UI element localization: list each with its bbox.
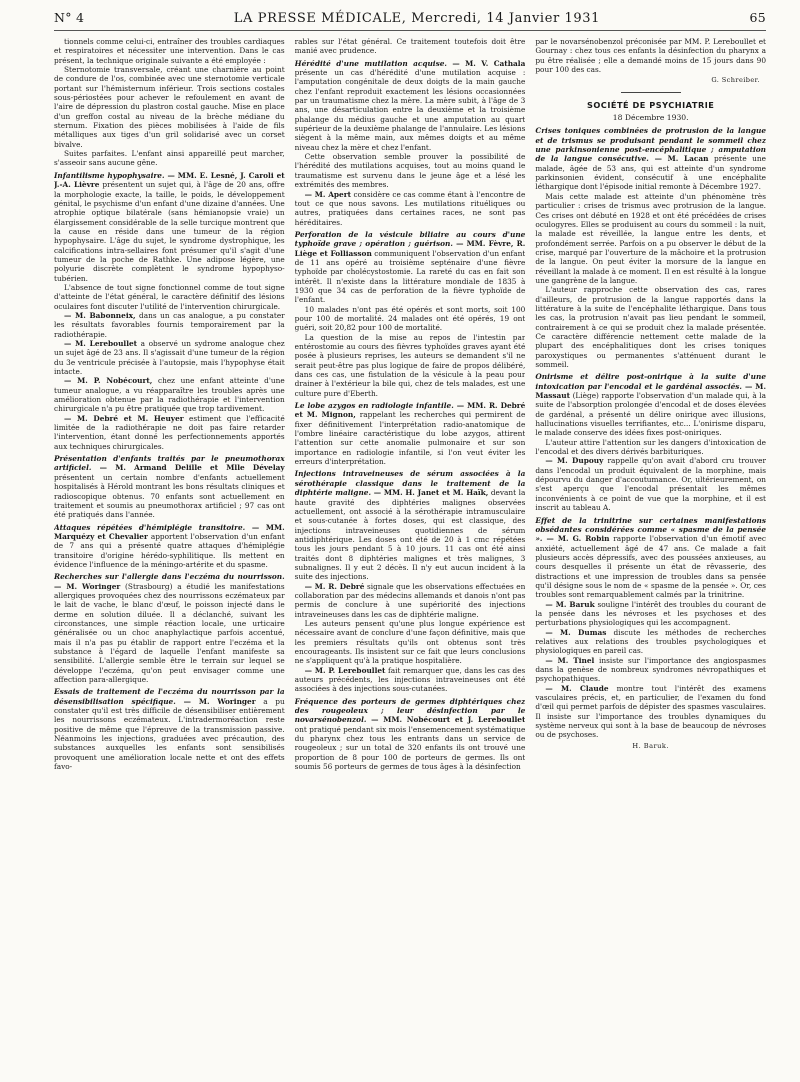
article-entry [295, 697, 526, 772]
article-title: Injections intraveineuses de sérum associées à la sérothérapie classique dans le traitement de la diphtérie maligne. [294, 469, 526, 498]
issue-number: N° 4 [54, 10, 85, 25]
article-authors: — M. V. Cathala [446, 58, 526, 68]
discussion [54, 339, 285, 376]
article-entry [295, 230, 526, 305]
article-authors: — M. Massaut [535, 381, 766, 401]
article-text: présentent un sujet qui, à l'âge de 20 ans, offre la morphologie exacte, la taille, le poids, le développement génital, le psychisme d'un enfant d'une dizaine d'années. Une atrophie optique bilatérale (sans hémianopsie vraie) un élargissement considérable de la selle turcique montrent que la cause en réside dans une tumeur de la région hypophysaire. L'âge du sujet, le syndrome dystrophique, les calcifications intra-sellaires font présumer qu'il s'agit d'une tumeur de la poche de Rathke. Une adipose légère, une polyurie discrète complètent le syndrome hypophyso-tubérien. [54, 180, 285, 283]
article-title: Effet de la trinitrine sur certaines manifestations obsédantes considérées comme « spasme de la pensée ». [535, 515, 767, 544]
article-text: présente une malade, âgée de 53 ans, qui est atteinte d'un syndrome parkinsonien évident, consécutif à une encéphalite léthargique dont l'épisode initial remonte à Décembre 1927. [535, 154, 767, 192]
article-entry [535, 126, 766, 191]
discussion-text: chez une enfant atteinte d'une tumeur analogue, a vu réapparaître les troubles après une amélioration obtenue par la radiothérapie et l'intervention chirurgicale n'a pu être pratiquée que trop tardivement. [54, 376, 285, 414]
paragraph: rables sur l'état général. Ce traitement toutefois doit être manié avec prudence. [294, 37, 526, 56]
paragraph: Mais cette malade est atteinte d'un phénomène très particulier : crises de trismus avec protrusion de la langue. Ces crises ont débuté en 1928 et ont été précédées de crises oculogyres. Elles se produisent au cours du sommeil : la nuit, la malade est réveillée, la langue entre les dents, et profondément serrée. Parfois on a pu observer le début de la crise, marqué par l'ouverture de la mâchoire et la protrusion de la langue. On peut éviter la morsure de la langue en réveillant la malade à ce moment. Il en est résulté à la longue une gangrène de la langue. [535, 191, 767, 285]
page-number: 65 [749, 10, 766, 25]
speaker: — M. Debré et M. Heuyer [64, 413, 184, 423]
discussion-text: a observé un sydrome analogue chez un sujet âgé de 23 ans. Il s'agissait d'une tumeur de la région du 3e ventricule précisée à l'autopsie, mais l'hypophyse était intacte. [54, 339, 285, 377]
article-title: Hérédité d'une mutilation acquise. [294, 58, 447, 68]
discussion [295, 666, 526, 694]
discussion [295, 582, 526, 619]
paragraph: Suites parfaites. L'enfant ainsi appareillé peut marcher, s'asseoir sans aucune gêne. [54, 149, 285, 168]
journal-title: LA PRESSE MÉDICALE, Mercredi, 14 Janvier 1931 [233, 11, 601, 26]
article-title: Onirisme et délire post-onirique à la suite d'une intoxication par l'encodal et le gardénal associés. [535, 372, 767, 391]
article-authors: — M. Woringer [54, 581, 121, 591]
paragraph: L'auteur rapproche cette observation des cas, rares d'ailleurs, de protrusion de la langue rapportés dans la littérature à la suite de l'encéphalite léthargique. Dans tous les cas, la protrusion n'avait pas lieu pendant le sommeil, contrairement à ce qui se produit chez la malade présentée. Ce caractère différencie nettement cette malade de la plupart des encéphalitiques dont les crises toniques paroxystiques ou permanentes s'atténuent durant le sommeil. [535, 285, 767, 369]
paragraph: par le novarsénobenzol préconisée par MM. P. Lereboullet et Gournay : chez tous ces enfants la désinfection du pharynx a pu être réalisée ; elle a demandé moins de 15 jours dans 90 pour 100 des cas. [535, 37, 767, 75]
article-entry [54, 687, 285, 771]
paragraph: L'absence de tout signe fonctionnel comme de tout signe d'atteinte de l'état général, le caractère définitif des lésions oculaires font discuter l'utilité de l'intervention chirurgicale. [54, 282, 285, 311]
column-2 [295, 37, 526, 1082]
article-entry [54, 523, 285, 570]
section-date: 18 Décembre 1930. [612, 113, 689, 123]
columns [54, 37, 766, 1082]
discussion [535, 628, 766, 656]
discussion [54, 414, 285, 451]
article-authors: — MM. R. Debré et M. Mignon, [294, 401, 526, 420]
article-entry [54, 572, 285, 684]
discussion [535, 656, 766, 684]
discussion-text: insiste sur l'importance des angiospasmes dans la genèse de nombreux syndromes névropathiques et psychopathiques. [535, 655, 767, 684]
speaker: — M. Lereboullet [64, 339, 138, 348]
page-header [54, 10, 766, 31]
speaker: — M. Claude [545, 683, 609, 693]
discussion-text: fait remarquer que, dans les cas des auteurs précédents, les injections intraveineuses ont été associées à des injections sous-cutanées. [294, 665, 526, 694]
discussion [535, 600, 766, 628]
article-authors: — M. Lacan [648, 154, 709, 164]
section-divider [621, 92, 681, 93]
article-text: présentent un certain nombre d'enfants actuellement hospitalisés à Hérold montrant les bons résultats cliniques et radioscopique obtenus. 70 enfants sont actuellement en traitement et soumis au pneumothorax artificiel ; 97 cas ont été pratiqués dans l'année. [54, 472, 285, 520]
article-title: Infantilisme hypophysaire. [54, 170, 165, 180]
signature: G. Schreiber. [711, 76, 761, 85]
discussion [295, 190, 526, 227]
speaker: — M. P. Lereboullet [304, 665, 386, 675]
article-entry [295, 401, 526, 466]
paragraph: Sternotomie transversale, créant une charnière au point de condure de l'os, combinée avec une sternotomie verticale portant sur l'hémisternum inférieur. Trois sections costales sous-périostées pour achever le refoulement en avant de l'aire de dépression du plastron costal gauche. Mise en place d'un greffon costal au niveau de la brèche médiane du sternum. Fixation des pièces mobilisées à l'aide de fils métalliques aux tiges d'un gril solidarisé avec un corset bivalve. [54, 65, 285, 149]
article-title: Présentation d'enfants traités par le pneumothorax artificiel. [54, 454, 285, 473]
article-title: Attaques répétées d'hémiplégie transitoire. [54, 522, 246, 532]
article-authors: — MM. H. Janet et M. Haïk, [371, 488, 489, 498]
article-authors: — M. Woringer [175, 696, 256, 706]
article-text: devant la haute gravité des diphtéries malignes observées actuellement, ont associé à la sérothérapie intramusculaire et sous-cutanée à fortes doses, qui est classique, des injections intraveineuses quotidiennes de sérum antidiphtérique. Les doses ont été de 20 à 1 cmc répétées tous les jours pendant 5 à 10 jours. 11 cas ont été ainsi traités dont 8 diphtéries malignes et très malignes, 3 subnalignes. Il y eut 2 décès. Il n'y eut aucun incident à la suite des injections. [294, 488, 526, 582]
article-text: (Strasbourg) a étudié les manifestations allergiques provoquées chez des nourrissons eczémateux par le lait de vache, le blanc d'œuf, le poisson injecté dans le derme en solution diluée. Il a déclanché, suivant les circonstances, une simple réaction locale, une urticaire généralisée ou un choc anaphylactique parfois accentué, mais il n'a pas pu établir de rapport entre l'eczéma et la substance à l'égard de laquelle l'enfant manifeste sa sensibilité. L'allergie semble être le terrain sur lequel se développe l'eczéma, qu'on peut envisager comme une affection para-allergique. [54, 581, 285, 685]
speaker: — M. Apert [304, 189, 351, 199]
article-text: rapporte l'observation d'un émotif avec anxiété, actuellement âgé de 47 ans. Ce malade a fait plusieurs accès dépressifs, avec des poussées anxieuses, au cours desquelles il présente un état de rêvasserie, des distractions et une impression de troubles dans sa pensée qu'il désigne sous le nom de « spasme de la pensée ». Or, ces troubles sont remarquablement calmés par la trinitrine. [535, 534, 767, 600]
speaker: — M. Dumas [545, 627, 607, 637]
article-entry [54, 171, 285, 283]
article-title: Crises toniques combinées de protrusion de la langue et de trismus se produisant pendant le sommeil chez une parkinsonienne post-encéphalitique ; amputation de la langue consécutive. [535, 126, 767, 164]
article-title: Perforation de la vésicule biliaire au cours d'une typhoïde grave ; opération ; guérison. [294, 229, 526, 249]
article-authors: — MM. Fèvre, R. Liège et Folliasson [294, 239, 526, 258]
article-title: Fréquence des porteurs de germes diphtériques chez des rougeoleux ; leur désinfection par le novarsénobenzol. [294, 696, 526, 725]
discussion-text: estiment que l'efficacité limitée de la radiothérapie ne doit pas faire retarder l'intervention, étant donné les perfectionnements apportés aux techniques chirurgicales. [54, 413, 285, 451]
article-text: (Liège) rapporte l'observation d'un malade qui, à la suite de l'absorption prolongée d'encodal et de doses élevées de gardénal, a présenté un délire onirique avec illusions, hallucinations visuelles terrifiantes, etc... L'onirisme disparu, le malade conserve des idées fixes post-oniriques. [535, 391, 767, 438]
speaker: — M. Babonneix, [64, 310, 136, 320]
article-authors: — MM. E. Lesné, J. Caroli et J.-A. Lièvre [54, 170, 285, 190]
section-title: SOCIÉTÉ DE PSYCHIATRIE [586, 99, 715, 110]
signature: H. Baruk. [632, 741, 670, 750]
article-text: ont pratiqué pendant six mois l'ensemencement systématique du pharynx chez tous les entrants dans un service de rougeoleux ; sur un total de 320 enfants ils ont trouvé une proportion de 8 pour 100 de porteurs de germes. Ils ont soumis 56 porteurs de germes de tous âges à la désinfection [294, 724, 526, 772]
discussion-text: montre tout l'intérêt des examens vasculaires précis, et, en particulier, de l'examen du fond d'œil qui permet parfois de dépister des spasmes vasculaires. Il insiste sur l'importance des troubles dynamiques du système nerveux qui sont à la base de beaucoup de névroses ou de psychoses. [535, 683, 767, 740]
article-entry [535, 516, 766, 600]
article-title: Le lobe azygos en radiologie infantile. [294, 401, 454, 411]
column-1 [54, 37, 285, 1082]
article-title: Essais de traitement de l'eczéma du nourrisson par la désensibilisation spécifique. [54, 687, 285, 706]
article-entry [54, 454, 285, 519]
discussion-text: souligne l'intérêt des troubles du courant de la pensée dans les névroses et les psychoses et des perturbations physiologiques qui les accompagnent. [535, 599, 767, 628]
article-entry [535, 372, 766, 437]
speaker: — M. Baruk [545, 599, 595, 609]
column-3 [535, 37, 766, 1082]
article-text: a pu constater qu'il est très difficile de désensibiliser entièrement les nourrissons eczémateux. L'intradermoréaction reste positive de même que l'épreuve de la transmission passive. Néanmoins les injections, graduées avec précaution, des substances auxquelles les enfants sont sensibilisés provoquent une amélioration locale nette et ont des effets favo- [54, 696, 285, 772]
speaker: — M. Dupouy [545, 456, 604, 466]
discussion-text: dans un cas analogue, a pu constater les résultats favorables fournis temporairement par la radiothérapie. [54, 310, 285, 339]
discussion [54, 376, 285, 413]
article-title: Recherches sur l'allergie dans l'eczéma du nourrisson. [54, 572, 285, 582]
article-text: communiquent l'observation d'un enfant de 11 ans opéré au troisième septénaire d'une fièvre typhoïde par cholécystostomie. La rareté du cas en fait son intérêt. Il n'existe dans la littérature mondiale de 1835 à 1930 que 34 cas de perforation de la fièvre typhoïde de l'enfant. [294, 248, 526, 305]
article-authors: — MM. Marquézy et Chevalier [54, 522, 285, 541]
paragraph: tionnels comme celui-ci, entraîner des troubles cardiaques et respiratoires et nécessiter une intervention. Dans le cas présent, la technique originale suivante a été employée : [54, 37, 285, 65]
article-authors: — MM. Nobécourt et J. Lereboullet [366, 715, 526, 725]
paragraph: L'auteur attire l'attention sur les dangers d'intoxication de l'encodal et des divers dérivés barbituriques. [535, 437, 767, 457]
speaker: — M. P. Nobécourt, [64, 376, 153, 386]
speaker: — M. Tinel [545, 655, 595, 665]
discussion-text: signale que les observations effectuées en collaboration par des médecins allemands et danois n'ont pas permis de conclure à une supériorité des injections intraveineuses dans les cas de diphtérie maligne. [294, 581, 526, 619]
article-text: rappelant les recherches qui permirent de fixer définitivement l'interprétation radio-anatomique de l'ombre linéaire caractéristique du lobe azygos, attirent l'attention sur cette anomalie pulmonaire et sur son importance en radiologie infantile, si l'on veut éviter les erreurs d'interprétation. [294, 410, 526, 467]
paragraph: Les auteurs pensent qu'une plus longue expérience est nécessaire avant de conclure d'une façon définitive, mais que les premiers résultats qu'ils ont obtenus sont très encourageants. Ils insistent sur ce fait que leurs conclusions ne s'appliquent qu'à la pratique hospitalière. [294, 618, 526, 666]
article-authors: — M. Armand Delille et Mlle Dévelay [91, 463, 285, 473]
discussion-text: considère ce cas comme étant à l'encontre de tout ce que nous savons. Les mutilations rituéliques ou autres, pratiquées dans certaines races, ne sont pas héréditaires. [294, 189, 526, 227]
article-entry [295, 59, 526, 152]
article-entry [295, 469, 526, 581]
paragraph: 10 malades n'ont pas été opérés et sont morts, soit 100 pour 100 de mortalité. 24 malades ont été opérés, 19 ont guéri, soit 20,82 pour 100 de mortalité. [294, 304, 526, 333]
paragraph: La question de la mise au repos de l'intestin par entérostomie au cours des fièvres typhoïdes graves ayant été posée à plusieurs reprises, les auteurs se demandent s'il ne serait peut-être pas plus logique de faire de propos délibéré, dans ces cas, une fistulation de la vésicule à la peau pour drainer à l'extérieur la bile qui, chez de tels malades, est une culture pure d'Eberth. [294, 332, 526, 398]
discussion-text: rappelle qu'on avait d'abord cru trouver dans l'encodal un produit équivalent de la morphine, mais dépourvu du danger d'accoutumance. Or, ultérieurement, on s'est aperçu que l'encodal présentait les mêmes inconvénients à ce point de vue que la morphine, et il est inscrit au tableau A. [535, 456, 767, 513]
discussion [54, 311, 285, 339]
speaker: — M. R. Debré [304, 581, 365, 591]
discussion [535, 456, 766, 512]
discussion-text: discute les méthodes de recherches relatives aux relations des troubles psychologiques et physiologiques en pareil cas. [535, 627, 767, 656]
article-authors: — M. G. Robin [542, 534, 610, 544]
article-text: présente un cas d'hérédité d'une mutilation acquise : l'amputation congénitale de deux doigts de la main gauche chez l'enfant reproduit exactement les lésions occasionnées par un traumatisme chez la mère. La mère subit, à l'âge de 3 ans, une désarticulation entre la deuxième et la troisième phalange du médius gauche et une amputation au quart supérieur de la deuxième phalange de l'annulaire. Les lésions siègent à la même main, aux mêmes doigts et au même niveau chez la mère et chez l'enfant. [294, 68, 526, 152]
paragraph: Cette observation semble prouver la possibilité de l'hérédité des mutilations acquises, tout au moins quand le traumatisme est survenu dans le jeune âge et a lésé les extrémités des membres. [294, 152, 526, 190]
discussion [535, 684, 766, 740]
article-text: apportent l'observation d'un enfant de 7 ans qui a présenté quatre attaques d'hémiplégie transitoire d'origine hérédo-syphilitique. Ils mettent en évidence l'influence de la méningo-artérite et du spasme. [54, 531, 285, 569]
